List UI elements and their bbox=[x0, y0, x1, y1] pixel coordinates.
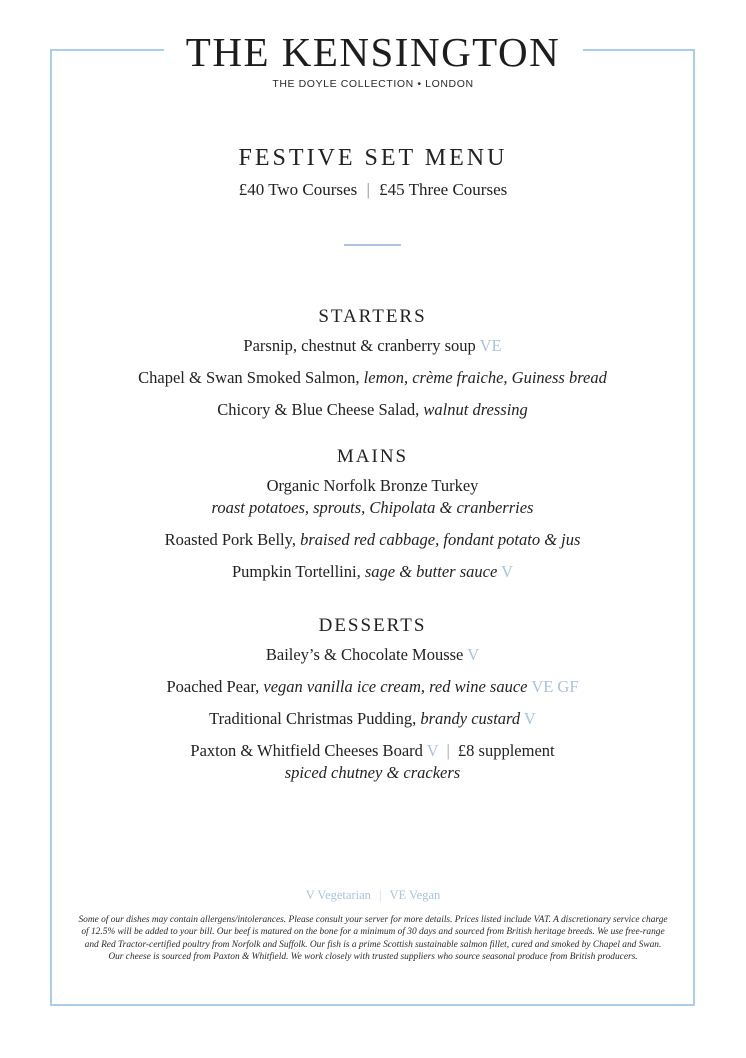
menu-item bbox=[52, 708, 693, 730]
section-mains bbox=[52, 445, 693, 593]
section-title: MAINS bbox=[336, 446, 409, 467]
menu-item bbox=[52, 475, 693, 519]
menu-prices bbox=[0, 180, 746, 200]
dietary-tag: V bbox=[467, 645, 480, 664]
supplement-separator: | bbox=[446, 741, 450, 760]
dish-description: lemon, crème fraiche, Guiness bread bbox=[363, 368, 607, 387]
dish-name: Pumpkin Tortellini, bbox=[231, 562, 361, 581]
dish-name: Roasted Pork Belly, bbox=[164, 530, 296, 549]
price-three-courses: £45 Three Courses bbox=[379, 180, 508, 199]
dietary-tag: V bbox=[426, 741, 439, 760]
dish-description: brandy custard bbox=[420, 709, 521, 728]
price-separator: | bbox=[366, 180, 370, 199]
dish-description: roast potatoes, sprouts, Chipolata & cranberries bbox=[211, 498, 534, 517]
dish-name: Paxton & Whitfield Cheeses Board bbox=[190, 741, 423, 760]
dietary-tag: V bbox=[501, 562, 514, 581]
legend-vegan: VE Vegan bbox=[389, 888, 441, 902]
menu-item bbox=[52, 529, 693, 551]
allergen-footnote: Some of our dishes may contain allergens/intolerances. Please consult your server for more details. Prices listed include VAT. A discretionary service charge of 12.5% will be added to your bill. Our beef is matured on the bone for a minimum of 30 days and sourced from British heritage breeds. We use free-range and Red Tractor-certified poultry from Norfolk and Suffolk. Our fish is a prime Scottish sustainable salmon fillet, cured and smoked by Chapel and Swan. Our cheese is sourced from Paxton & Whitfield. We work closely with trusted suppliers who source seasonal produce from British producers. bbox=[78, 915, 668, 963]
menu-item bbox=[52, 367, 693, 389]
supplement-price: £8 supplement bbox=[457, 741, 555, 760]
dish-name: Chicory & Blue Cheese Salad, bbox=[217, 400, 420, 419]
dietary-tag: V bbox=[523, 709, 536, 728]
dietary-legend bbox=[0, 888, 746, 903]
menu-item bbox=[52, 399, 693, 421]
section-title: STARTERS bbox=[318, 306, 427, 327]
menu-item bbox=[52, 676, 693, 698]
menu-item bbox=[52, 335, 693, 357]
dish-name: Traditional Christmas Pudding, bbox=[209, 709, 417, 728]
legend-vegetarian: V Vegetarian bbox=[305, 888, 371, 902]
dish-name: Bailey’s & Chocolate Mousse bbox=[265, 645, 464, 664]
dish-name: Organic Norfolk Bronze Turkey bbox=[266, 476, 479, 495]
dish-description: sage & butter sauce bbox=[364, 562, 498, 581]
dish-description: spiced chutney & crackers bbox=[284, 763, 461, 782]
menu-title: FESTIVE SET MENU bbox=[238, 145, 508, 171]
section-divider bbox=[344, 244, 401, 246]
brand-title: THE KENSINGTON bbox=[185, 29, 561, 75]
menu-item bbox=[52, 740, 693, 784]
dish-name: Chapel & Swan Smoked Salmon, bbox=[138, 368, 360, 387]
dish-description: braised red cabbage, fondant potato & jus bbox=[300, 530, 581, 549]
brand-subtitle: THE DOYLE COLLECTION • LONDON bbox=[272, 78, 474, 90]
dish-name: Poached Pear, bbox=[166, 677, 260, 696]
dietary-tag: VE bbox=[479, 336, 502, 355]
dish-description: walnut dressing bbox=[423, 400, 528, 419]
section-title: DESSERTS bbox=[318, 615, 427, 636]
menu-item bbox=[52, 644, 693, 666]
section-desserts bbox=[52, 614, 693, 794]
dietary-tag: VE GF bbox=[531, 677, 579, 696]
dish-description: vegan vanilla ice cream, red wine sauce bbox=[263, 677, 528, 696]
frame-bottom-line bbox=[50, 1004, 695, 1006]
menu-item bbox=[52, 561, 693, 583]
section-starters bbox=[52, 305, 693, 431]
dish-name: Parsnip, chestnut & cranberry soup bbox=[243, 336, 476, 355]
legend-separator: | bbox=[379, 888, 382, 902]
price-two-courses: £40 Two Courses bbox=[238, 180, 358, 199]
